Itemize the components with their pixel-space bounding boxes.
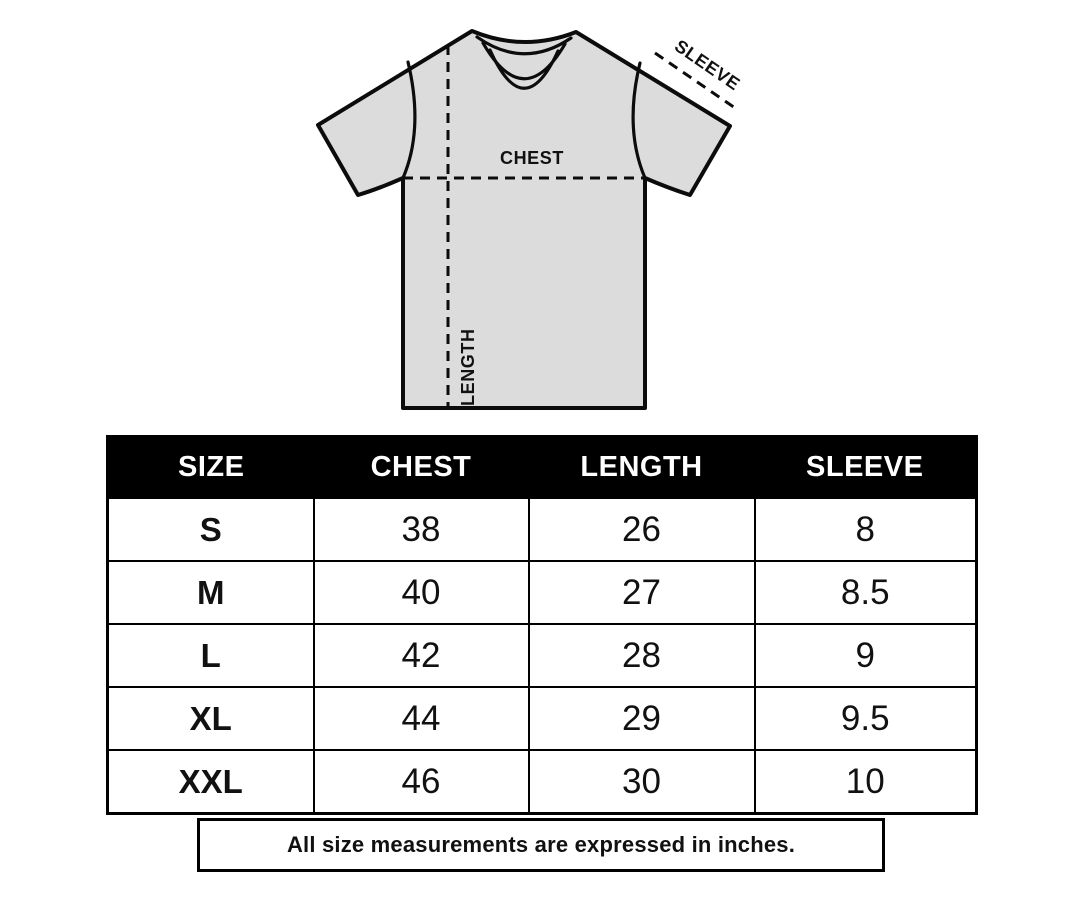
sleeve-value: 9.5 xyxy=(755,687,977,750)
column-header-chest: CHEST xyxy=(314,437,529,499)
table-row xyxy=(108,561,977,624)
column-header-sleeve: SLEEVE xyxy=(755,437,977,499)
sleeve-value: 10 xyxy=(755,750,977,814)
size-chart-table xyxy=(106,435,978,815)
table-row xyxy=(108,498,977,561)
table-row xyxy=(108,687,977,750)
table-row xyxy=(108,750,977,814)
length-value: 27 xyxy=(529,561,755,624)
chest-value: 42 xyxy=(314,624,529,687)
length-value: 29 xyxy=(529,687,755,750)
units-note xyxy=(197,818,885,872)
chest-value: 38 xyxy=(314,498,529,561)
table-row xyxy=(108,624,977,687)
tshirt-measurement-diagram xyxy=(300,14,760,414)
chest-label: CHEST xyxy=(499,148,565,168)
chest-value: 44 xyxy=(314,687,529,750)
size-value: L xyxy=(108,624,314,687)
column-header-size: SIZE xyxy=(108,437,314,499)
length-value: 26 xyxy=(529,498,755,561)
size-value: XL xyxy=(108,687,314,750)
table-header-row xyxy=(108,437,977,499)
sleeve-value: 8 xyxy=(755,498,977,561)
column-header-length: LENGTH xyxy=(529,437,755,499)
size-value: XXL xyxy=(108,750,314,814)
sleeve-value: 8.5 xyxy=(755,561,977,624)
chest-value: 40 xyxy=(314,561,529,624)
size-value: S xyxy=(108,498,314,561)
length-value: 30 xyxy=(529,750,755,814)
chest-value: 46 xyxy=(314,750,529,814)
length-label: LENGTH xyxy=(458,328,478,406)
size-value: M xyxy=(108,561,314,624)
sleeve-label: SLEEVE xyxy=(670,35,744,95)
sleeve-value: 9 xyxy=(755,624,977,687)
length-value: 28 xyxy=(529,624,755,687)
units-note-text: All size measurements are expressed in inches. xyxy=(286,832,796,857)
